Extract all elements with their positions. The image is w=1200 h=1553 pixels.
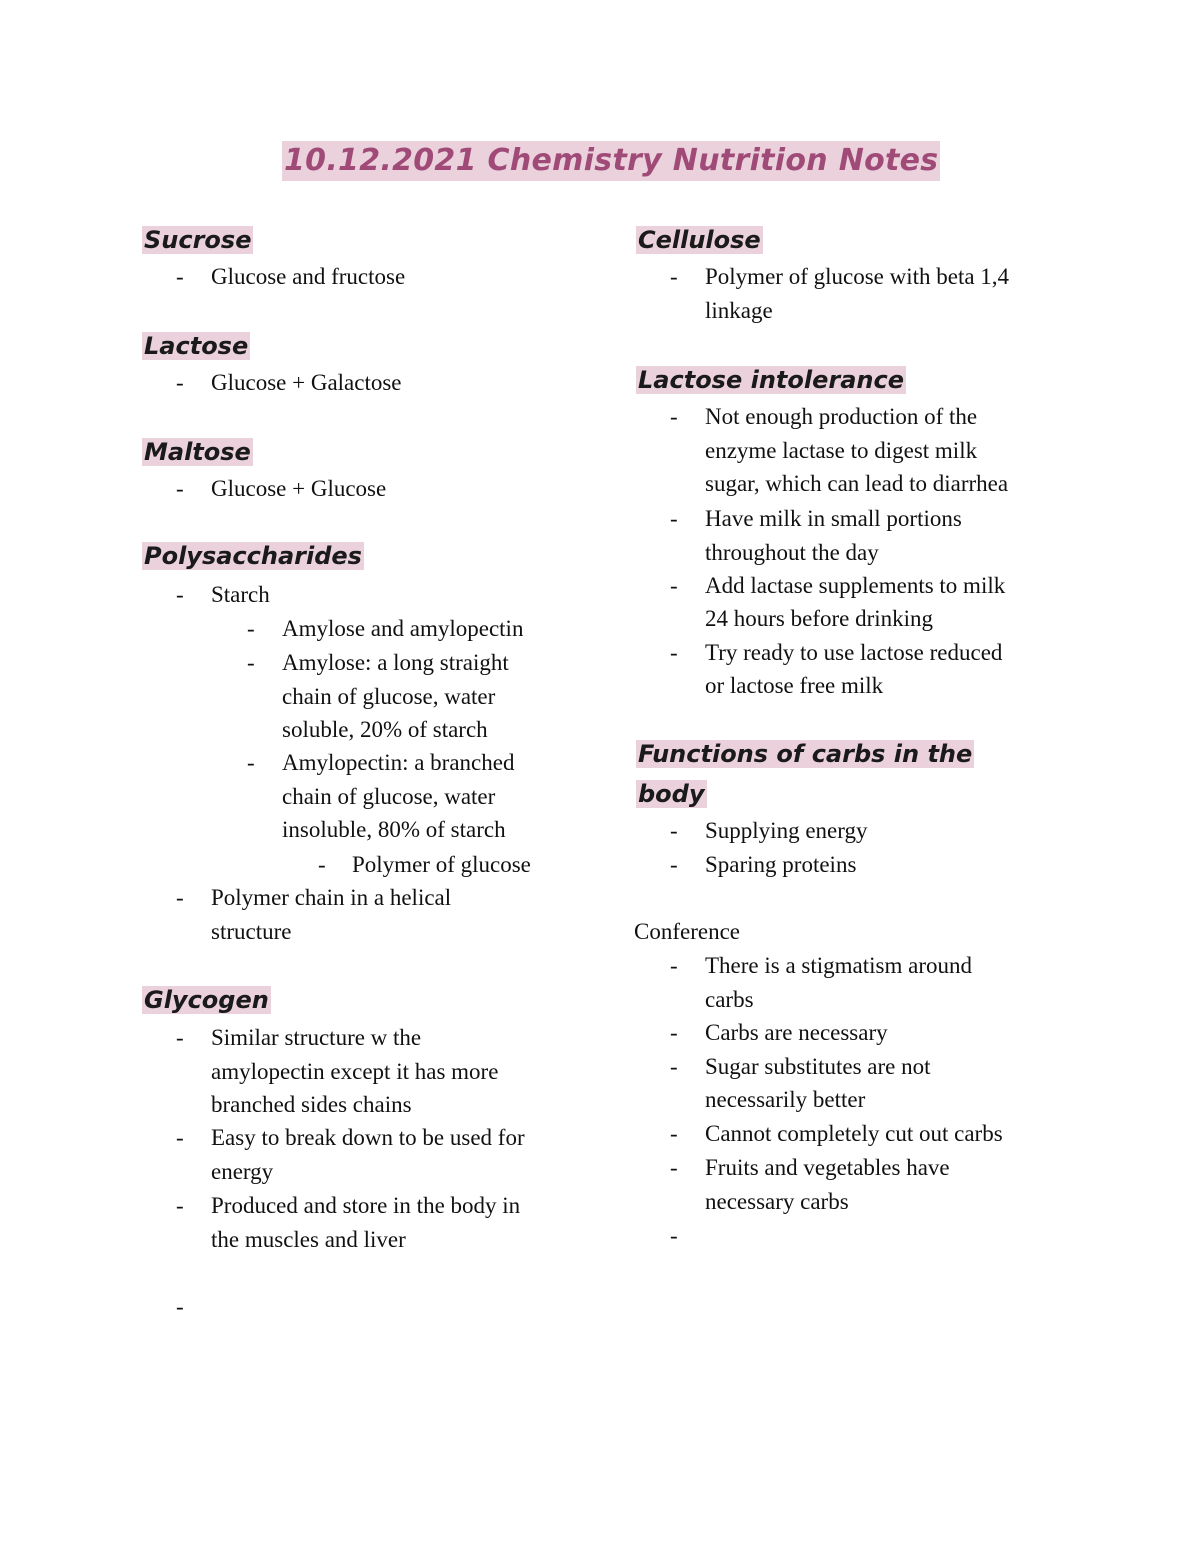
list-item-line: Similar structure w the	[211, 1025, 422, 1050]
conference-label: Conference	[634, 919, 740, 944]
bullet-dash: -	[670, 404, 678, 429]
heading-cellulose	[634, 223, 765, 257]
list-item-line: Amylopectin: a branched	[282, 750, 515, 775]
list-item-line: Not enough production of the	[705, 404, 978, 429]
list-item-line: amylopectin except it has more	[211, 1059, 499, 1084]
list-item-line: Sugar substitutes are not	[705, 1054, 931, 1079]
list-item-line: Produced and store in the body in	[211, 1193, 521, 1218]
bullet-dash: -	[176, 476, 184, 501]
list-item-line: chain of glucose, water	[282, 684, 496, 709]
list-item-line: or lactose free milk	[705, 673, 884, 698]
heading-polysaccharides-text: Polysaccharides	[144, 542, 362, 570]
bullet-dash: -	[176, 264, 184, 289]
list-item: Carbs are necessary	[705, 1020, 888, 1045]
list-item-line: insoluble, 80% of starch	[282, 817, 506, 842]
list-item-line: Polymer of glucose with beta 1,4	[705, 264, 1010, 289]
list-item-line: throughout the day	[705, 540, 879, 565]
bullet-dash: -	[670, 573, 678, 598]
list-item-line: carbs	[705, 987, 754, 1012]
bullet-dash: -	[247, 616, 255, 641]
list-item-line: Fruits and vegetables have	[705, 1155, 950, 1180]
list-item-line: branched sides chains	[211, 1092, 412, 1117]
bullet-dash: -	[176, 582, 184, 607]
heading-functions-of-carbs	[634, 734, 1058, 814]
list-item-line: enzyme lactase to digest milk	[705, 438, 978, 463]
heading-lactose-intolerance-text: Lactose intolerance	[638, 366, 904, 394]
list-item: Glucose + Galactose	[211, 370, 402, 395]
bullet-dash-empty: -	[176, 1294, 184, 1319]
bullet-dash-empty: -	[670, 1223, 678, 1248]
list-item-line: Add lactase supplements to milk	[705, 573, 1006, 598]
heading-functions-line-1: Functions of carbs in the	[638, 740, 973, 768]
heading-sucrose-text: Sucrose	[144, 226, 252, 254]
list-item: Glucose and fructose	[211, 264, 406, 289]
bullet-dash: -	[176, 885, 184, 910]
list-item-starch: Starch	[211, 582, 270, 607]
bullet-dash: -	[670, 506, 678, 531]
list-item-line: Try ready to use lactose reduced	[705, 640, 1003, 665]
list-item-line: 24 hours before drinking	[705, 606, 934, 631]
list-item-line: linkage	[705, 298, 773, 323]
bullet-dash: -	[247, 750, 255, 775]
list-item: Amylose and amylopectin	[282, 616, 524, 641]
list-item-line: Amylose: a long straight	[282, 650, 509, 675]
heading-cellulose-text: Cellulose	[638, 226, 761, 254]
bullet-dash: -	[670, 852, 678, 877]
list-item-line: chain of glucose, water	[282, 784, 496, 809]
bullet-dash: -	[670, 640, 678, 665]
list-item-line: necessarily better	[705, 1087, 866, 1112]
bullet-dash: -	[670, 1020, 678, 1045]
bullet-dash: -	[176, 1125, 184, 1150]
list-item-line: soluble, 20% of starch	[282, 717, 488, 742]
bullet-dash: -	[176, 370, 184, 395]
list-item-line: Polymer chain in a helical	[211, 885, 452, 910]
bullet-dash: -	[318, 852, 326, 877]
bullet-dash: -	[670, 1054, 678, 1079]
list-item: Sparing proteins	[705, 852, 857, 877]
list-item: Glucose + Glucose	[211, 476, 387, 501]
list-item-line: There is a stigmatism around	[705, 953, 972, 978]
heading-maltose-text: Maltose	[144, 438, 251, 466]
bullet-dash: -	[670, 1155, 678, 1180]
list-item-line: the muscles and liver	[211, 1227, 406, 1252]
list-item-line: necessary carbs	[705, 1189, 849, 1214]
heading-maltose	[140, 435, 255, 469]
list-item-line: Have milk in small portions	[705, 506, 962, 531]
list-item: Polymer of glucose	[352, 852, 531, 877]
list-item: Supplying energy	[705, 818, 868, 843]
heading-functions-line-2: body	[638, 780, 705, 808]
heading-polysaccharides	[140, 539, 366, 573]
page-title: 10.12.2021 Chemistry Nutrition Notes	[282, 141, 940, 181]
list-item: Cannot completely cut out carbs	[705, 1121, 1003, 1146]
heading-lactose	[140, 329, 252, 363]
bullet-dash: -	[247, 650, 255, 675]
bullet-dash: -	[670, 953, 678, 978]
bullet-dash: -	[670, 818, 678, 843]
bullet-dash: -	[176, 1193, 184, 1218]
heading-sucrose	[140, 223, 255, 257]
heading-lactose-intolerance	[634, 363, 908, 397]
bullet-dash: -	[670, 1121, 678, 1146]
list-item-line: structure	[211, 919, 292, 944]
heading-glycogen-text: Glycogen	[144, 986, 269, 1014]
list-item-line: energy	[211, 1159, 274, 1184]
heading-glycogen	[140, 983, 273, 1017]
bullet-dash: -	[176, 1025, 184, 1050]
list-item-line: Easy to break down to be used for	[211, 1125, 525, 1150]
heading-lactose-text: Lactose	[144, 332, 249, 360]
bullet-dash: -	[670, 264, 678, 289]
list-item-line: sugar, which can lead to diarrhea	[705, 471, 1009, 496]
